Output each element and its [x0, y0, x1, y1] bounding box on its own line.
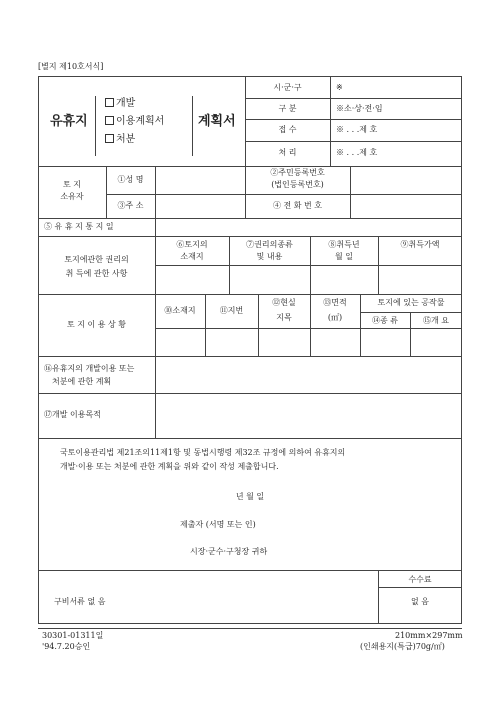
declaration-recipient: 시장·군수·구청장 귀하 [190, 547, 268, 556]
land-lot-field[interactable] [206, 329, 257, 355]
form-number: [별지 제10호서식] [38, 62, 104, 71]
owner-reg-label-2: (법인등록번호) [271, 180, 324, 189]
title-right: 계획서 [198, 114, 236, 129]
title-left: 유휴지 [50, 114, 88, 129]
owner-section-label-2: 소유자 [60, 192, 84, 201]
land-location-header: ⑩소재지 [164, 306, 196, 315]
land-lot-header: ⑪지번 [219, 306, 244, 315]
acquisition-section-label-2: 취 득에 관한 사항 [65, 269, 128, 278]
header-value-receipt: ※ . . .제 호 [336, 125, 378, 134]
declaration-line-2: 개발·이용 또는 처분에 관한 계획을 위와 같이 작성 제출합니다. [60, 462, 279, 471]
acq-location-field[interactable] [156, 266, 228, 293]
notice-date-field[interactable] [156, 219, 461, 235]
land-structures-header: 토지에 있는 공작물 [377, 298, 445, 307]
land-area-header-2: (㎡) [327, 313, 343, 322]
checkbox-icon [105, 134, 114, 143]
checkbox-icon [105, 116, 114, 125]
acq-right-type-field[interactable] [230, 266, 309, 293]
purpose-field[interactable] [156, 394, 461, 437]
declaration-date: 년 월 일 [235, 492, 265, 501]
acq-location-header: ⑥토지의 [176, 240, 208, 249]
land-structure-kind-field[interactable] [361, 329, 409, 355]
title-option-dispose[interactable]: 처분 [105, 134, 135, 146]
header-value-region: ※ [336, 83, 343, 92]
land-current-category-header: ⑫현실 [272, 298, 296, 307]
purpose-label: ⑰개발 이용목적 [44, 410, 101, 419]
acquisition-section-label: 토지에관한 권리의 [64, 255, 129, 264]
land-location-field[interactable] [156, 329, 204, 355]
header-label-receipt: 접 수 [278, 125, 297, 134]
header-label-type: 구 분 [278, 104, 297, 113]
fee-value: 없 음 [411, 597, 429, 606]
land-structure-summary-header: ⑮개 요 [423, 316, 449, 325]
owner-address-field[interactable] [156, 195, 244, 217]
land-current-category-header-2: 지목 [276, 313, 292, 322]
header-label-region: 시·군·구 [273, 83, 302, 92]
acq-price-header: ⑨취득가액 [400, 240, 440, 249]
land-structure-kind-header: ⑭종 류 [372, 316, 398, 325]
declaration-line-1: 국토이용관리법 제21조의11제1항 및 동법시행령 제32조 규정에 의하여 유휴지의 [60, 448, 346, 457]
land-area-header: ⑬면적 [323, 298, 347, 307]
land-structure-summary-field[interactable] [411, 329, 461, 355]
acq-date-header: ⑧취득년 [328, 240, 360, 249]
checkbox-icon [105, 98, 114, 107]
footer-approval: '94.7.20승인 [42, 642, 91, 651]
required-docs-label: 구비서류 없 음 [54, 597, 106, 606]
header-value-type: ※소·상·전·임 [336, 104, 383, 113]
land-current-category-field[interactable] [259, 329, 309, 355]
acq-price-field[interactable] [379, 266, 461, 293]
acq-right-type-header: ⑦권리의종류 [246, 240, 293, 249]
owner-reg-label: ②주민등록번호 [270, 168, 325, 177]
owner-address-label: ③주 소 [117, 201, 144, 210]
plan-label-2: 처분에 관한 계획 [52, 377, 112, 386]
footer-paper-type: (인쇄용지(특급)70g/㎡) [360, 642, 445, 651]
title-option-useplan[interactable]: 이용계획서 [105, 116, 164, 128]
plan-field[interactable] [156, 357, 461, 392]
declaration-submitter: 제출자 (서명 또는 인) [180, 520, 256, 529]
acq-location-header-2: 소재지 [180, 252, 204, 261]
owner-phone-label: ④ 전 화 번 호 [272, 201, 323, 210]
notice-date-label: ⑤ 유 휴 지 통 지 일 [44, 222, 114, 231]
acq-date-field[interactable] [311, 266, 377, 293]
owner-name-field[interactable] [156, 167, 244, 193]
header-value-processing: ※ . . .제 호 [336, 148, 378, 157]
acq-date-header-2: 월 일 [335, 252, 353, 261]
submitter-signature-field[interactable] [218, 516, 252, 530]
owner-name-label: ①성 명 [117, 175, 144, 184]
owner-reg-field[interactable] [351, 167, 461, 193]
land-area-field[interactable] [311, 329, 359, 355]
title-option-develop[interactable]: 개발 [105, 98, 135, 110]
acq-right-type-header-2: 및 내용 [256, 252, 283, 261]
fee-label: 수수료 [408, 575, 432, 584]
plan-label: ⑯유휴지의 개발이용 또는 [44, 364, 135, 373]
owner-phone-field[interactable] [351, 195, 461, 217]
footer-paper-size: 210mm×297mm [395, 631, 463, 640]
land-use-section-label: 토 지 이 용 상 황 [66, 320, 127, 329]
owner-section-label: 토 지 [63, 180, 81, 189]
header-label-processing: 처 리 [278, 148, 297, 157]
footer-code: 30301-01311일 [42, 631, 104, 640]
